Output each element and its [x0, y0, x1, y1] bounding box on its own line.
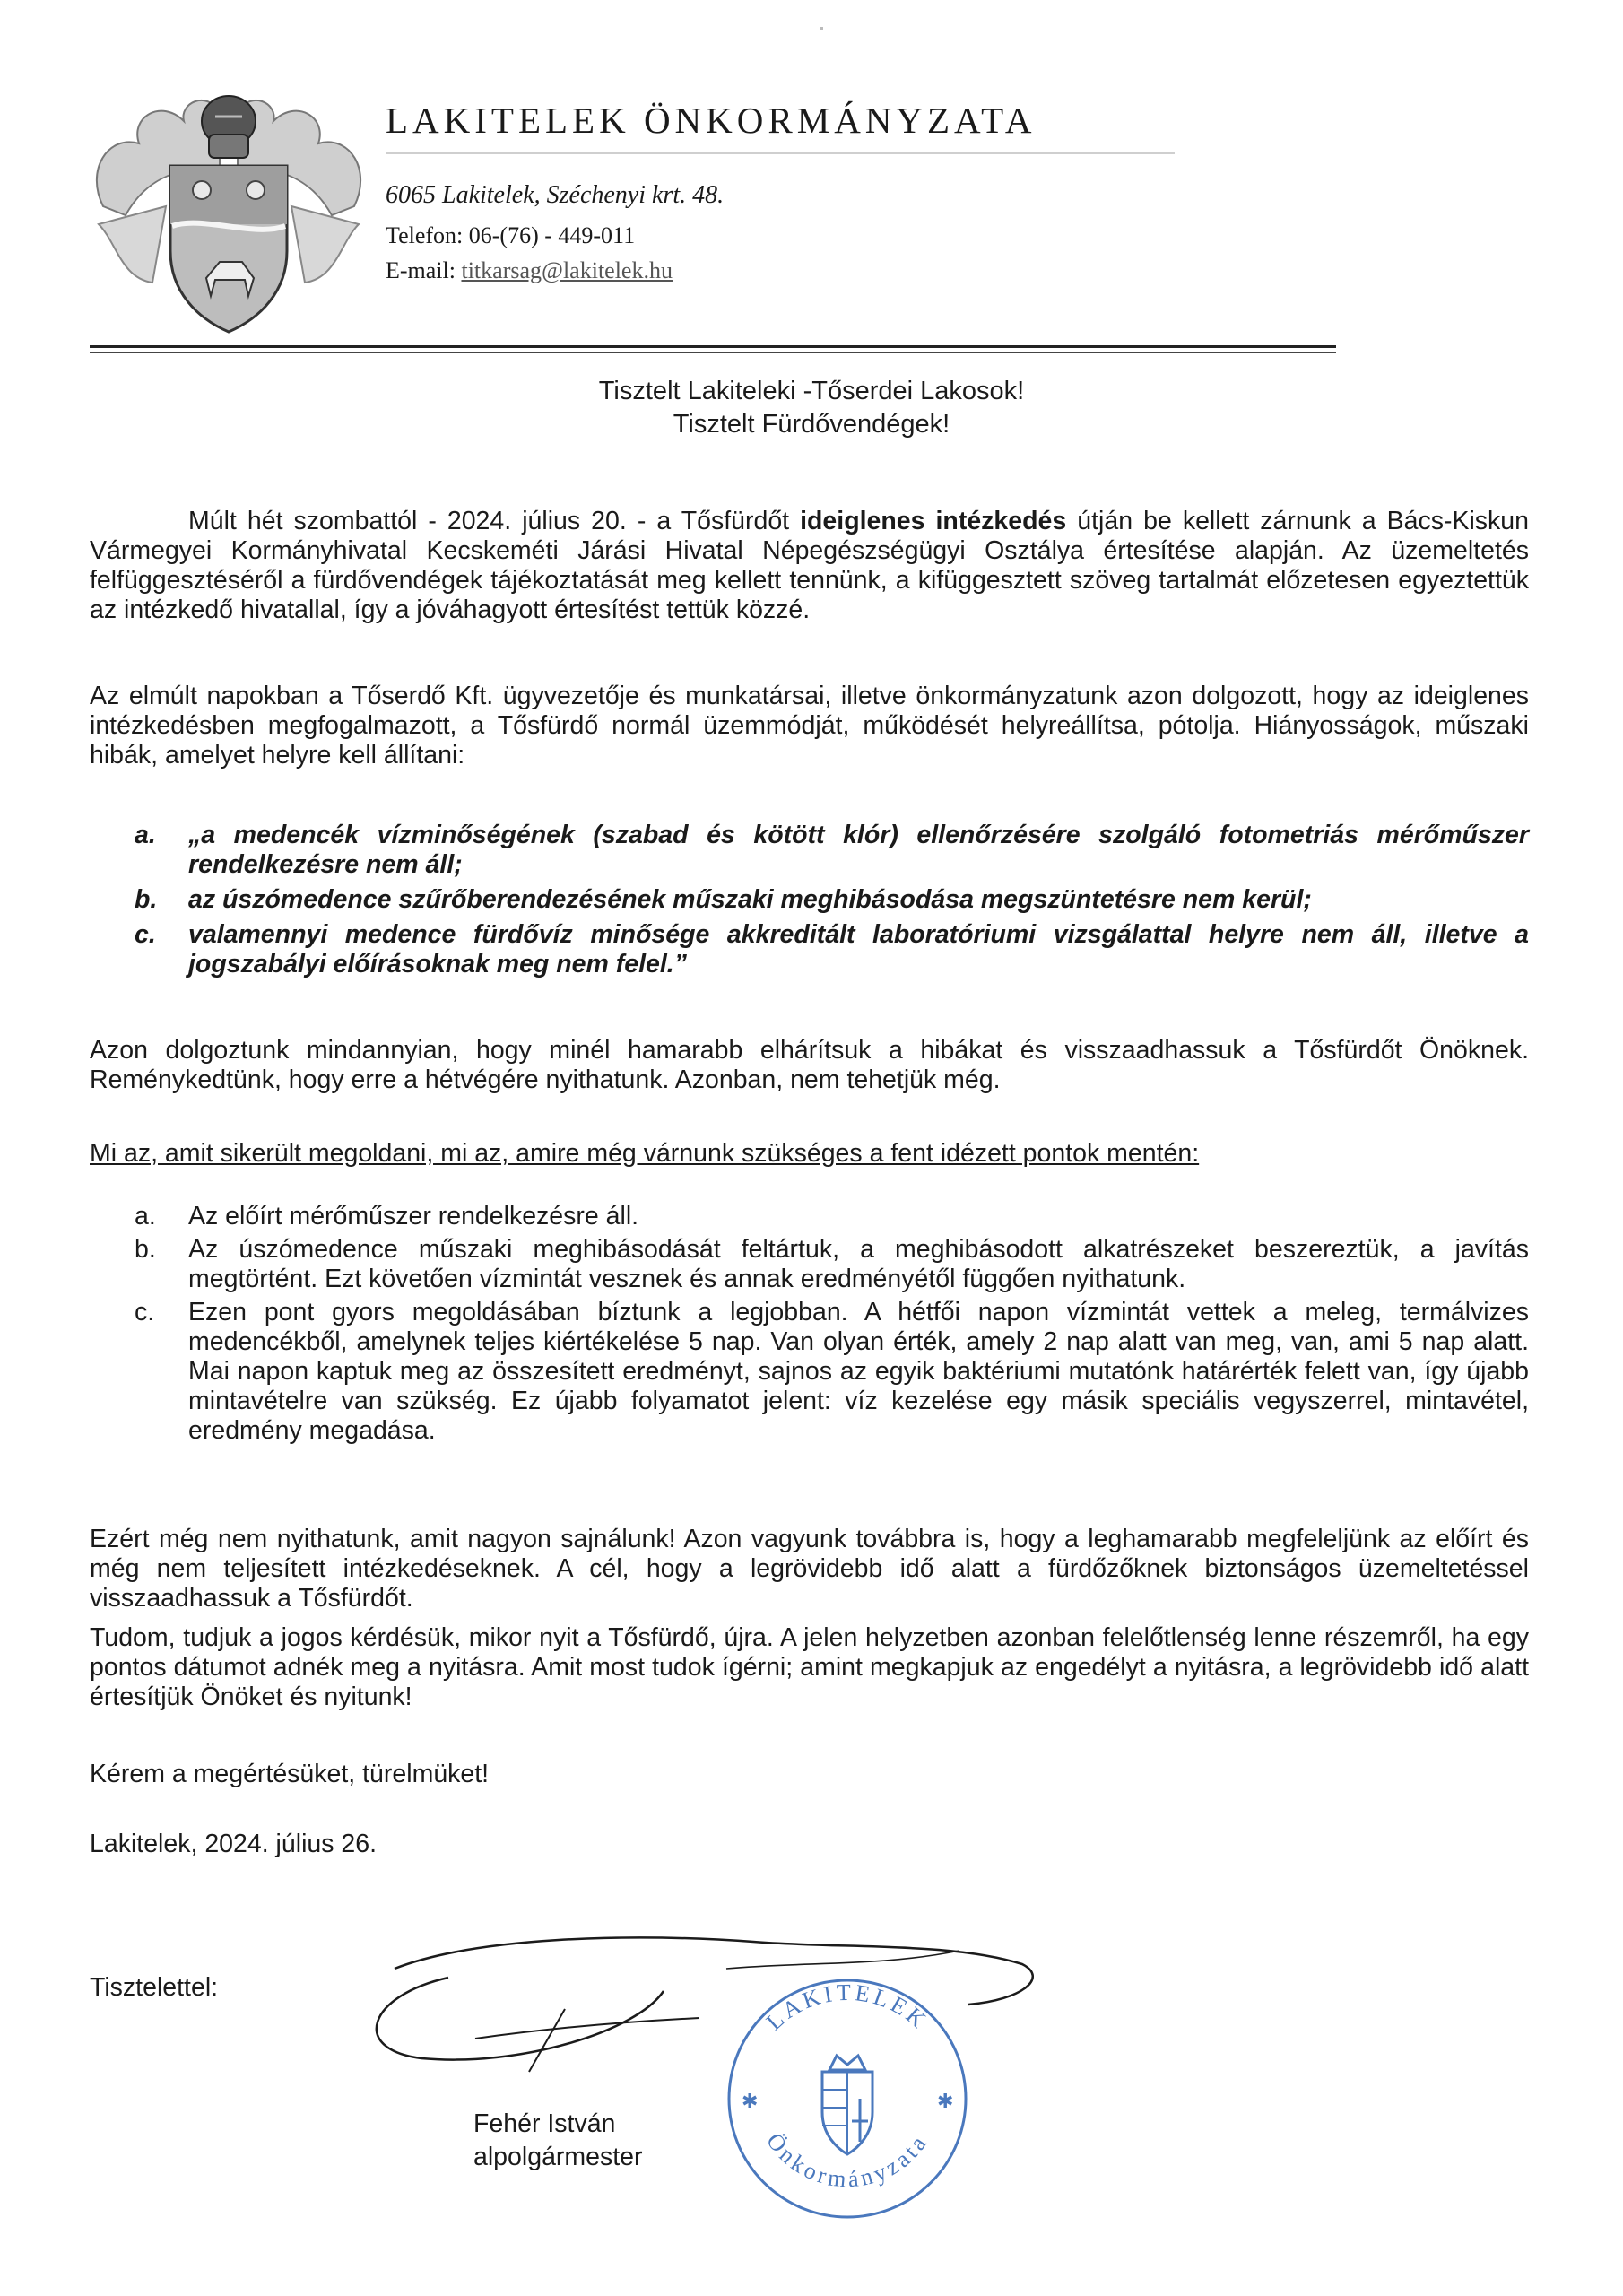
- email-link[interactable]: titkarsag@lakitelek.hu: [461, 257, 673, 283]
- org-name: LAKITELEK ÖNKORMÁNYZATA: [386, 100, 1037, 141]
- paragraph-efforts: Azon dolgoztunk mindannyian, hogy minél hamarabb elhárítsuk a hibákat és visszaadhassuk a Tősfürdőt Önöknek. Reménykedtünk, hogy erre a hétvégére nyithatunk. Azonban, nem tehetjük még.: [90, 1036, 1529, 1094]
- list-marker: a.: [135, 821, 156, 849]
- scan-speck: [820, 27, 823, 30]
- list-item: [135, 1298, 1529, 1446]
- svg-text:✱: ✱: [742, 2091, 759, 2113]
- stamp-top-text: LAKITELEK: [760, 1979, 934, 2036]
- signer-title: alpolgármester: [473, 2143, 643, 2171]
- paragraph-closure: [90, 507, 1529, 625]
- letter-date: Lakitelek, 2024. július 26.: [90, 1830, 378, 1858]
- phone-label: Telefon:: [386, 222, 464, 248]
- p1-bold-phrase: ideiglenes intézkedés: [800, 507, 1067, 535]
- list-marker: b.: [135, 885, 158, 914]
- org-phone: [386, 222, 635, 249]
- paragraph-cannot-open: Ezért még nem nyithatunk, amit nagyon sajnálunk! Azon vagyunk továbbra is, hogy a leghamarabb megfeleljünk az előírt és még nem teljesített intézkedéseknek. A cél, hogy a legrövidebb idő alatt a fürdőzőknek biztonságos üzemeltetéssel visszaadhassuk a Tősfürdőt.: [90, 1525, 1529, 1613]
- p1-text-end: útján be kellett zárnunk a Bács-Kiskun Vármegyei Kormányhivatal Kecskeméti Járási Hivatal Népegészségügyi Osztálya értesítése alapján. Az üzemeltetés felfüggesztéséről a fürdővendégek tájékoztatását meg kellett tennünk, a kifüggesztett szöveg tartalmát előzetesen egyeztettük az intézkedő hivatallal, így a jóváhagyott értesítést tettük közzé.: [90, 507, 1529, 624]
- paragraph-request: Kérem a megértésüket, türelmüket!: [90, 1760, 490, 1788]
- list-item: [135, 1235, 1529, 1294]
- list-item-text: valamennyi medence fürdővíz minősége akkreditált laboratóriumi vizsgálattal helyre nem áll, illetve a jogszabályi előírásoknak meg nem felel.”: [188, 920, 1529, 978]
- phone-number: 06-(76) - 449-011: [468, 222, 636, 248]
- email-label: E-mail:: [386, 257, 456, 283]
- greeting-line-1: Tisztelt Lakiteleki -Tőserdei Lakosok!: [598, 377, 1025, 405]
- org-email: [386, 257, 673, 284]
- list-item: [135, 885, 1529, 915]
- paragraph-reopening: Tudom, tudjuk a jogos kérdésük, mikor nyit a Tősfürdő, újra. A jelen helyzetben azonban felelőtlenség lenne részemről, ha egy pontos dátumot adnék meg a nyitásra. Amit most tudok ígérni; amint megkapjuk az engedélyt a nyitásra, a legrövidebb idő alatt értesítjük Önöket és nyitunk!: [90, 1623, 1529, 1711]
- stamp-bottom-text: Önkormányzata: [761, 2127, 933, 2193]
- progress-list: [135, 1202, 1529, 1449]
- header-rule: [90, 345, 1336, 348]
- list-item: [135, 1202, 1529, 1231]
- header-rule-thin: [90, 352, 1336, 353]
- signer-name: Fehér István: [473, 2109, 616, 2138]
- paragraph-work-done: Az elmúlt napokban a Tőserdő Kft. ügyvezetője és munkatársai, illetve önkormányzatunk azon dolgozott, hogy az ideiglenes intézkedésben megfogalmazott, a Tősfürdő normál üzemmódját, működését helyreállítsa, pótolja. Hiányosságok, műszaki hibák, amelyet helyre kell állítani:: [90, 682, 1529, 770]
- list-item-text: „a medencék vízminőségének (szabad és kötött klór) ellenőrzésére szolgáló fotometriás mérőműszer rendelkezésre nem áll;: [188, 821, 1529, 879]
- list-marker: c.: [135, 920, 156, 949]
- official-stamp-icon: [713, 1964, 982, 2233]
- list-item-text: Az úszómedence műszaki meghibásodását feltártuk, a meghibásodott alkatrészeket beszereztük, a javítás megtörtént. Ezt követően vízmintát vesznek és annak eredményétől függően nyithatunk.: [188, 1235, 1529, 1293]
- svg-text:✱: ✱: [937, 2091, 954, 2113]
- list-marker: c.: [135, 1298, 155, 1326]
- list-item: [135, 920, 1529, 979]
- list-item: [135, 821, 1529, 880]
- progress-heading: Mi az, amit sikerült megoldani, mi az, amire még várnunk szükséges a fent idézett pontok mentén:: [90, 1139, 1200, 1168]
- p1-text-start: Múlt hét szombattól - 2024. július 20. - a Tősfürdőt: [188, 507, 801, 535]
- list-marker: b.: [135, 1235, 156, 1264]
- coat-of-arms-icon: [85, 72, 372, 341]
- org-address: 6065 Lakitelek, Széchenyi krt. 48.: [386, 181, 725, 209]
- list-marker: a.: [135, 1202, 156, 1231]
- closing-salutation: Tisztelettel:: [90, 1973, 219, 2002]
- list-item-text: az úszómedence szűrőberendezésének műszaki meghibásodása megszüntetésre nem kerül;: [188, 885, 1312, 914]
- greeting-line-2: Tisztelt Fürdővendégek!: [673, 410, 950, 439]
- quoted-deficiencies-list: [135, 821, 1529, 985]
- list-item-text: Az előírt mérőműszer rendelkezésre áll.: [188, 1202, 639, 1231]
- list-item-text: Ezen pont gyors megoldásában bíztunk a legjobban. A hétfői napon vízmintát vettek a meleg, termálvizes medencékből, amelynek teljes kiértékelése 5 nap. Van olyan érték, amely 2 nap alatt van meg, van, ami 5 nap alatt. Mai napon kaptuk meg az összesített eredményt, sajnos az egyik baktériumi mutatónk határérték felett van, így újabb mintavételre van szükség. Ez újabb folyamatot jelent: víz kezelése egy másik speciális vegyszerrel, mintavétel, eredmény megadása.: [188, 1298, 1529, 1445]
- org-name-underline: [386, 152, 1175, 154]
